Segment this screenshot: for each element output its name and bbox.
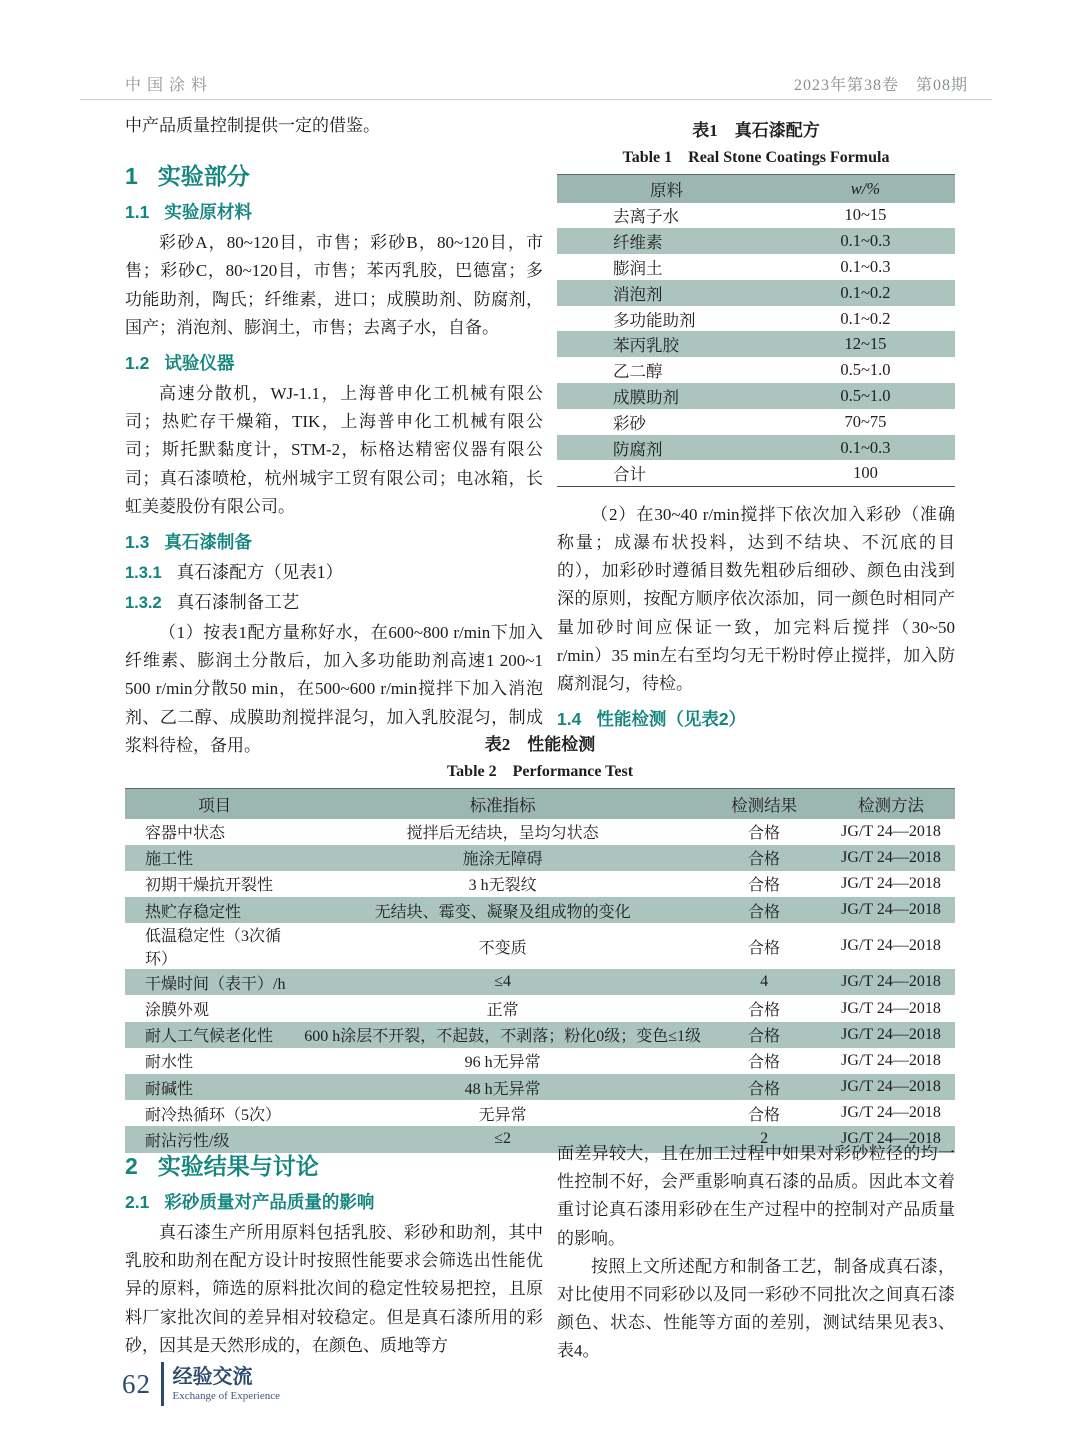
table-cell: 合格 xyxy=(748,851,781,869)
table-cell: JG/T 24—2018 xyxy=(841,1130,941,1148)
table-row xyxy=(557,435,955,461)
section-1-1-heading xyxy=(125,199,543,224)
table-row xyxy=(125,819,955,845)
section-title: 真石漆制备工艺 xyxy=(176,592,300,613)
section-title: 真石漆制备 xyxy=(164,532,252,553)
table-cell: 600 h涂层不开裂，不起鼓，不剥落；粉化0级；变色≤1级 xyxy=(304,1028,702,1046)
table-cell: 100 xyxy=(853,463,878,483)
table-cell: 成膜助剂 xyxy=(613,387,679,407)
section-1-2-heading xyxy=(125,350,543,375)
section-title: 实验结果与讨论 xyxy=(157,1153,319,1179)
table-cell: 干燥时间（表干）/h xyxy=(145,975,286,993)
table-cell: 合格 xyxy=(748,1054,781,1072)
right-column-top xyxy=(557,112,955,736)
table-cell: 0.1~0.3 xyxy=(840,256,891,276)
section-title: 性能检测（见表2） xyxy=(596,709,747,730)
table-row xyxy=(557,357,955,383)
table-cell: 低温稳定性（3次循环） xyxy=(145,928,282,969)
table-row xyxy=(125,897,955,923)
paragraph-materials: 彩砂A，80~120目，市售；彩砂B，80~120目，市售；彩砂C，80~120目，市售；苯丙乳胶，巴德富；多功能助剂，陶氏；纤维素，进口；成膜助剂、防腐剂，国产；消泡剂、膨润土，市售；去离子水，自备。 xyxy=(125,233,543,337)
section-number: 2.1 xyxy=(125,1192,150,1212)
section-1-3-1-heading xyxy=(125,559,543,584)
left-column-bottom xyxy=(125,1130,543,1360)
table-row xyxy=(125,1022,955,1048)
table-cell: 耐水性 xyxy=(145,1054,194,1072)
section-number: 1.3 xyxy=(125,532,150,553)
table-cell: 施涂无障碍 xyxy=(462,851,543,869)
table-cell: 耐沾污性/级 xyxy=(145,1132,230,1150)
paragraph-continuation: 面差异较大，且在加工过程中如果对彩砂粒径的均一性控制不好，会严重影响真石漆的品质。因此本文着重讨论真石漆用彩砂在生产过程中的控制对产品质量的影响。 xyxy=(557,1144,955,1248)
table-row xyxy=(125,871,955,897)
table-cell: 正常 xyxy=(486,1002,519,1020)
header-rule xyxy=(80,99,992,100)
table-row xyxy=(125,845,955,871)
table-cell: 合格 xyxy=(748,1002,781,1020)
table-cell: 合格 xyxy=(748,1080,781,1098)
table-cell: 合格 xyxy=(748,877,781,895)
table-cell: 耐人工气候老化性 xyxy=(145,1028,274,1046)
table-cell: 耐冷热循环（5次） xyxy=(145,1106,282,1124)
column-header: 检测结果 xyxy=(731,795,798,815)
table-row xyxy=(125,995,955,1021)
table-cell: 70~75 xyxy=(844,411,887,431)
section-2-heading xyxy=(125,1148,543,1181)
table-cell: ≤2 xyxy=(494,1130,512,1148)
table-2-title-cn: 表2 性能检测 xyxy=(484,735,596,754)
column-name-en: Exchange of Experience xyxy=(172,1389,280,1402)
table-cell: 96 h无异常 xyxy=(464,1054,541,1072)
paragraph-discussion: 真石漆生产所用原料包括乳胶、彩砂和助剂，其中乳胶和助剂在配方设计时按照性能要求会筛选出性能优异的原料，筛选的原料批次间的稳定性较易把控，且原料厂家批次间的差异相对较稳定。但是真石漆所用的彩砂，因其是天然形成的，在颜色、质地等方 xyxy=(125,1223,543,1355)
paragraph-process-step1: （1）按表1配方量称好水，在600~800 r/min下加入纤维素、膨润土分散后，加入多功能助剂高速1 200~1 500 r/min分散50 min，在500~600 r/min搅拌下加入消泡剂、乙二醇、成膜助剂搅拌混匀，加入乳胶混匀，制成浆料待检，备用。 xyxy=(125,623,543,755)
table-cell: 0.5~1.0 xyxy=(840,385,891,405)
table-cell: JG/T 24—2018 xyxy=(841,1051,941,1069)
table-cell: 4 xyxy=(760,973,769,991)
table-cell: 0.1~0.3 xyxy=(840,231,891,251)
section-title: 试验仪器 xyxy=(164,353,235,374)
table-cell: 0.1~0.2 xyxy=(840,308,891,328)
table-cell: 消泡剂 xyxy=(613,284,663,304)
table-cell: JG/T 24—2018 xyxy=(841,1104,941,1122)
table-cell: 0.5~1.0 xyxy=(840,360,891,380)
section-number: 1.2 xyxy=(125,353,150,374)
table-row xyxy=(125,923,955,969)
table-cell: 彩砂 xyxy=(613,413,646,433)
column-header: 标准指标 xyxy=(469,795,536,815)
table-cell: JG/T 24—2018 xyxy=(841,874,941,892)
table-cell: 初期干燥抗开裂性 xyxy=(145,877,274,895)
table-row xyxy=(557,409,955,435)
table-1-title-en: Table 1 Real Stone Coatings Formula xyxy=(622,149,890,166)
table-cell: 合计 xyxy=(613,465,646,485)
table-cell: JG/T 24—2018 xyxy=(841,1078,941,1096)
table-header-row xyxy=(557,175,955,203)
table-cell: 无结块、霉变、凝聚及组成物的变化 xyxy=(374,903,631,921)
table-row xyxy=(557,203,955,229)
table-cell: 去离子水 xyxy=(613,207,679,227)
paragraph-instruments: 高速分散机，WJ-1.1，上海普申化工机械有限公司；热贮存干燥箱，TIK，上海普申化工机械有限公司；斯托默黏度计，STM-2，标格达精密仪器有限公司；真石漆喷枪，杭州城宇工贸有限公司；电冰箱，长虹美菱股份有限公司。 xyxy=(125,384,543,516)
section-2-1-heading xyxy=(125,1189,543,1214)
section-number: 1 xyxy=(125,163,138,190)
table-row xyxy=(557,280,955,306)
section-number: 1.1 xyxy=(125,202,150,223)
table-cell: JG/T 24—2018 xyxy=(841,999,941,1017)
table-cell: 乙二醇 xyxy=(613,362,663,382)
table-cell: ≤4 xyxy=(494,973,512,991)
table-row xyxy=(557,228,955,254)
section-number: 1.3.2 xyxy=(125,594,162,613)
table-cell: 防腐剂 xyxy=(613,439,663,459)
table-row xyxy=(557,331,955,357)
table-cell: 合格 xyxy=(748,939,781,957)
column-header: 检测方法 xyxy=(858,795,925,815)
table-cell: 10~15 xyxy=(844,205,887,225)
table-cell: 合格 xyxy=(748,903,781,921)
table-row xyxy=(125,1074,955,1100)
table-cell: 合格 xyxy=(748,1028,781,1046)
paragraph-next: 按照上文所述配方和制备工艺，制备成真石漆，对比使用不同彩砂以及同一彩砂不同批次之间真石漆颜色、状态、性能等方面的差别，测试结果见表3、表4。 xyxy=(557,1256,955,1361)
table-cell: 合格 xyxy=(748,1106,781,1124)
table-row xyxy=(125,969,955,995)
table-cell: JG/T 24—2018 xyxy=(841,1025,941,1043)
table-cell: 多功能助剂 xyxy=(613,310,696,330)
table-cell: 苯丙乳胶 xyxy=(613,336,679,356)
table-cell: 合格 xyxy=(748,825,781,843)
table-cell: 搅拌后无结块，呈均匀状态 xyxy=(406,825,599,843)
section-number: 1.3.1 xyxy=(125,564,162,583)
left-column-top xyxy=(125,112,543,760)
column-header: w/% xyxy=(850,178,881,198)
table-row xyxy=(557,460,955,486)
section-number: 1.4 xyxy=(557,709,582,730)
table-row xyxy=(557,254,955,280)
table-cell: 纤维素 xyxy=(613,233,663,253)
table-row xyxy=(125,1048,955,1074)
table-cell: JG/T 24—2018 xyxy=(841,822,941,840)
table-cell: 施工性 xyxy=(145,851,194,869)
table-performance xyxy=(125,788,955,1153)
section-number: 2 xyxy=(125,1153,138,1179)
page-footer xyxy=(122,1362,280,1406)
performance-table-block xyxy=(125,726,955,1153)
section-1-3-heading xyxy=(125,529,543,554)
table-cell: JG/T 24—2018 xyxy=(841,973,941,991)
section-1-heading xyxy=(125,158,543,191)
table-cell: JG/T 24—2018 xyxy=(841,901,941,919)
section-title: 真石漆配方（见表1） xyxy=(176,562,343,583)
paragraph-process-step2: （2）在30~40 r/min搅拌下依次加入彩砂（准确称量；成瀑布状投料，达到不结块、不沉底的目的），加彩砂时遵循目数先粗砂后细砂、颜色由浅到深的原则，按配方顺序依次添加，同一颜色时相同产量加砂时间应保证一致，加完料后搅拌（30~50 r/min）35 min左右至均匀无干粉时停止搅拌，加入防腐剂混匀，待检。 xyxy=(557,504,955,693)
table-row xyxy=(557,306,955,332)
right-column-bottom xyxy=(557,1140,955,1366)
table-cell: 涂膜外观 xyxy=(145,1002,210,1020)
column-header: 原料 xyxy=(649,180,683,200)
table-cell: 3 h无裂纹 xyxy=(468,877,537,895)
table-cell: 2 xyxy=(760,1130,769,1148)
section-title: 彩砂质量对产品质量的影响 xyxy=(164,1192,375,1212)
table-cell: 不变质 xyxy=(478,939,527,957)
table-cell: 12~15 xyxy=(844,334,887,354)
table-2-title-en: Table 2 Performance Test xyxy=(446,763,634,780)
footer-divider xyxy=(161,1362,164,1406)
table-cell: 0.1~0.2 xyxy=(840,282,891,302)
column-header: 项目 xyxy=(198,795,232,815)
table-row xyxy=(557,383,955,409)
paragraph: 中产品质量控制提供一定的借鉴。 xyxy=(125,116,380,135)
table-cell: 容器中状态 xyxy=(145,825,226,843)
page-header xyxy=(125,72,968,95)
table-formula xyxy=(557,174,955,487)
journal-name: 中国涂料 xyxy=(125,77,214,94)
table-cell: JG/T 24—2018 xyxy=(841,848,941,866)
section-title: 实验原材料 xyxy=(164,202,252,223)
table-cell: JG/T 24—2018 xyxy=(841,937,941,955)
section-title: 实验部分 xyxy=(157,163,250,190)
table-1-title-cn: 表1 真石漆配方 xyxy=(692,121,820,140)
table-cell: 耐碱性 xyxy=(145,1080,194,1098)
table-cell: 48 h无异常 xyxy=(464,1080,541,1098)
issue-info: 2023年第38卷 第08期 xyxy=(793,77,968,94)
table-cell: 0.1~0.3 xyxy=(840,437,891,457)
table-cell: 无异常 xyxy=(478,1106,527,1124)
table-cell: 膨润土 xyxy=(613,258,663,278)
table-row xyxy=(125,1100,955,1126)
table-header-row xyxy=(125,789,955,819)
section-1-3-2-heading xyxy=(125,589,543,614)
page-number: 62 xyxy=(122,1368,151,1399)
table-cell: 热贮存稳定性 xyxy=(145,903,242,921)
column-name-cn: 经验交流 xyxy=(172,1365,253,1388)
